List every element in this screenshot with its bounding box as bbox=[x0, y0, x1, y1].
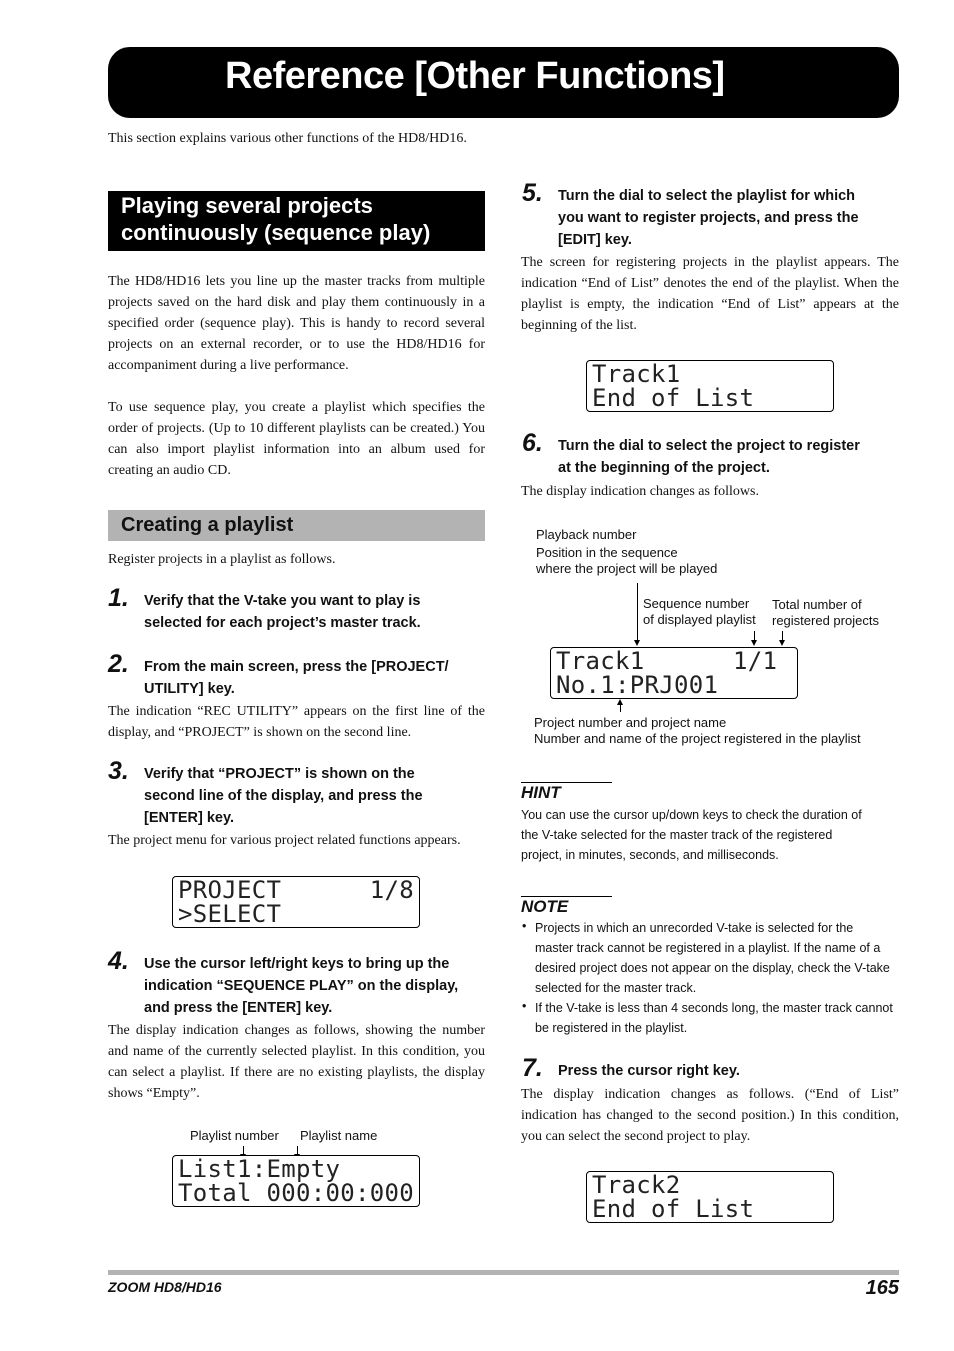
section-title bbox=[108, 191, 485, 251]
arrow-down-icon bbox=[751, 640, 757, 646]
note-line: desired project does not appear on the display, check the V-take bbox=[535, 961, 890, 975]
note-line: selected for the master track. bbox=[535, 981, 697, 995]
step-heading-line: [EDIT] key. bbox=[558, 232, 632, 248]
step-body: The project menu for various project related functions appears. bbox=[108, 833, 461, 848]
step-body: The display indication changes as follows. bbox=[521, 484, 759, 499]
leader-line bbox=[637, 583, 638, 641]
lcd-track2 bbox=[586, 1171, 834, 1223]
step-heading bbox=[144, 656, 449, 700]
hint-title: HINT bbox=[521, 783, 561, 802]
step-number: 3. bbox=[108, 757, 129, 785]
step-heading-line: Verify that “PROJECT” is shown on the bbox=[144, 766, 415, 782]
lcd-line: End of List bbox=[592, 384, 755, 412]
label-playlist-number: Playlist number bbox=[190, 1128, 279, 1143]
hint-line: project, in minutes, seconds, and milliseconds. bbox=[521, 848, 779, 862]
lcd-track1 bbox=[586, 360, 834, 412]
step-heading-line: Turn the dial to select the playlist for which bbox=[558, 188, 856, 204]
hint-body bbox=[521, 805, 862, 865]
page-number: 165 bbox=[865, 1277, 899, 1299]
bullet-icon: • bbox=[522, 999, 527, 1013]
step-heading-line: indication “SEQUENCE PLAY” on the display, bbox=[144, 978, 459, 994]
step-heading bbox=[144, 763, 423, 829]
lcd-line: Track1 bbox=[592, 360, 681, 388]
step-heading-line: [ENTER] key. bbox=[144, 810, 234, 826]
label-playlist-name: Playlist name bbox=[300, 1128, 378, 1143]
label-total-projects: registered projects bbox=[772, 613, 879, 628]
step-number: 1. bbox=[108, 584, 129, 612]
note-line: Projects in which an unrecorded V-take is selected for the bbox=[535, 921, 854, 935]
hint-line: You can use the cursor up/down keys to check the duration of bbox=[521, 808, 862, 822]
step-number: 6. bbox=[522, 429, 543, 457]
lcd-line: Total 000:00:000 bbox=[178, 1179, 414, 1207]
step-body: The display indication changes as follows. (“End of List” indication has changed to the second position.) In this condition, you can select the second project to play. bbox=[521, 1087, 899, 1144]
lcd-track1-project bbox=[550, 647, 798, 699]
section-title-line: continuously (sequence play) bbox=[121, 220, 431, 245]
section-title-line: Playing several projects bbox=[121, 193, 373, 218]
step-heading-line: selected for each project’s master track. bbox=[144, 615, 421, 631]
step-heading-line: at the beginning of the project. bbox=[558, 460, 770, 476]
step-heading bbox=[558, 1060, 740, 1082]
section-paragraph: To use sequence play, you create a playlist which specifies the order of projects. (Up to 10 different playlists can be created.) You can also import playlist information into an album used for creating an audio CD. bbox=[108, 400, 485, 478]
lcd-list bbox=[172, 1155, 420, 1207]
lcd-line: No.1:PRJ001 bbox=[556, 671, 719, 699]
bullet-icon: • bbox=[522, 919, 527, 933]
label-project-name: Project number and project name bbox=[534, 715, 727, 730]
step-body: The indication “REC UTILITY” appears on the first line of the display, and “PROJECT” is shown on the second line. bbox=[108, 704, 485, 740]
note-title: NOTE bbox=[521, 897, 569, 916]
step-heading-line: Press the cursor right key. bbox=[558, 1063, 740, 1079]
footer-bar bbox=[108, 1270, 899, 1275]
note-line: master track cannot be registered in a playlist. If the name of a bbox=[535, 941, 881, 955]
step-body: The display indication changes as follows, showing the number and name of the currently selected playlist. In this condition, you can select a playlist. If there are no existing playlists, the display shows “Empty”. bbox=[108, 1023, 485, 1101]
step-number: 4. bbox=[108, 947, 129, 975]
subsection-intro: Register projects in a playlist as follows. bbox=[108, 552, 336, 567]
step-number: 7. bbox=[522, 1054, 543, 1082]
lcd-line: End of List bbox=[592, 1195, 755, 1223]
page-title: Reference [Other Functions] bbox=[225, 55, 725, 97]
step-number: 2. bbox=[108, 650, 129, 678]
step-heading bbox=[144, 590, 421, 634]
label-playback-desc: Position in the sequence bbox=[536, 545, 678, 560]
note-item bbox=[535, 918, 890, 998]
section-paragraph: The HD8/HD16 lets you line up the master tracks from multiple projects saved on the hard disk and play them continuously in a specified order (sequence play). This is handy to record several projects on an external recorder, or to use the HD8/HD16 for accompaniment during a live performance. bbox=[108, 274, 485, 373]
note-line: be registered in the playlist. bbox=[535, 1021, 688, 1035]
lcd-line: >SELECT bbox=[178, 900, 282, 928]
title-banner bbox=[108, 47, 899, 118]
lcd-line: Track2 bbox=[592, 1171, 681, 1199]
lcd-line: Track1 1/1 bbox=[556, 647, 778, 675]
intro-text: This section explains various other functions of the HD8/HD16. bbox=[108, 131, 467, 146]
step-heading bbox=[558, 185, 859, 251]
arrow-down-icon bbox=[779, 640, 785, 646]
label-project-desc: Number and name of the project registered in the playlist bbox=[534, 731, 861, 746]
step-heading-line: you want to register projects, and press the bbox=[558, 210, 859, 226]
label-playback-number: Playback number bbox=[536, 527, 637, 542]
step-heading bbox=[558, 435, 860, 479]
label-total-projects: Total number of bbox=[772, 597, 862, 612]
arrow-down-icon bbox=[634, 640, 640, 646]
step-body: The screen for registering projects in the playlist appears. The indication “End of List” denotes the end of the playlist. When the playlist is empty, the indication “End of List” appears at the beginning of the list. bbox=[521, 255, 899, 333]
label-sequence-number: Sequence number bbox=[643, 596, 750, 611]
lcd-line: PROJECT 1/8 bbox=[178, 876, 414, 904]
step-heading-line: Verify that the V-take you want to play is bbox=[144, 593, 421, 609]
step-heading-line: From the main screen, press the [PROJECT/ bbox=[144, 659, 449, 675]
step-heading bbox=[144, 953, 458, 1019]
step-heading-line: Use the cursor left/right keys to bring up the bbox=[144, 956, 450, 972]
label-playback-desc: where the project will be played bbox=[536, 561, 718, 576]
step-number: 5. bbox=[522, 179, 543, 207]
label-sequence-number: of displayed playlist bbox=[643, 612, 756, 627]
hint-line: the V-take selected for the master track of the registered bbox=[521, 828, 833, 842]
lcd-project bbox=[172, 876, 420, 928]
step-heading-line: Turn the dial to select the project to register bbox=[558, 438, 860, 454]
step-heading-line: and press the [ENTER] key. bbox=[144, 1000, 333, 1016]
note-line: If the V-take is less than 4 seconds long, the master track cannot bbox=[535, 1001, 893, 1015]
step-heading-line: second line of the display, and press the bbox=[144, 788, 423, 804]
subsection-title: Creating a playlist bbox=[108, 510, 485, 541]
leader-line bbox=[620, 704, 621, 712]
lcd-line: List1:Empty bbox=[178, 1155, 341, 1183]
footer-product: ZOOM HD8/HD16 bbox=[108, 1279, 222, 1295]
step-heading-line: UTILITY] key. bbox=[144, 681, 235, 697]
note-item bbox=[535, 998, 893, 1038]
